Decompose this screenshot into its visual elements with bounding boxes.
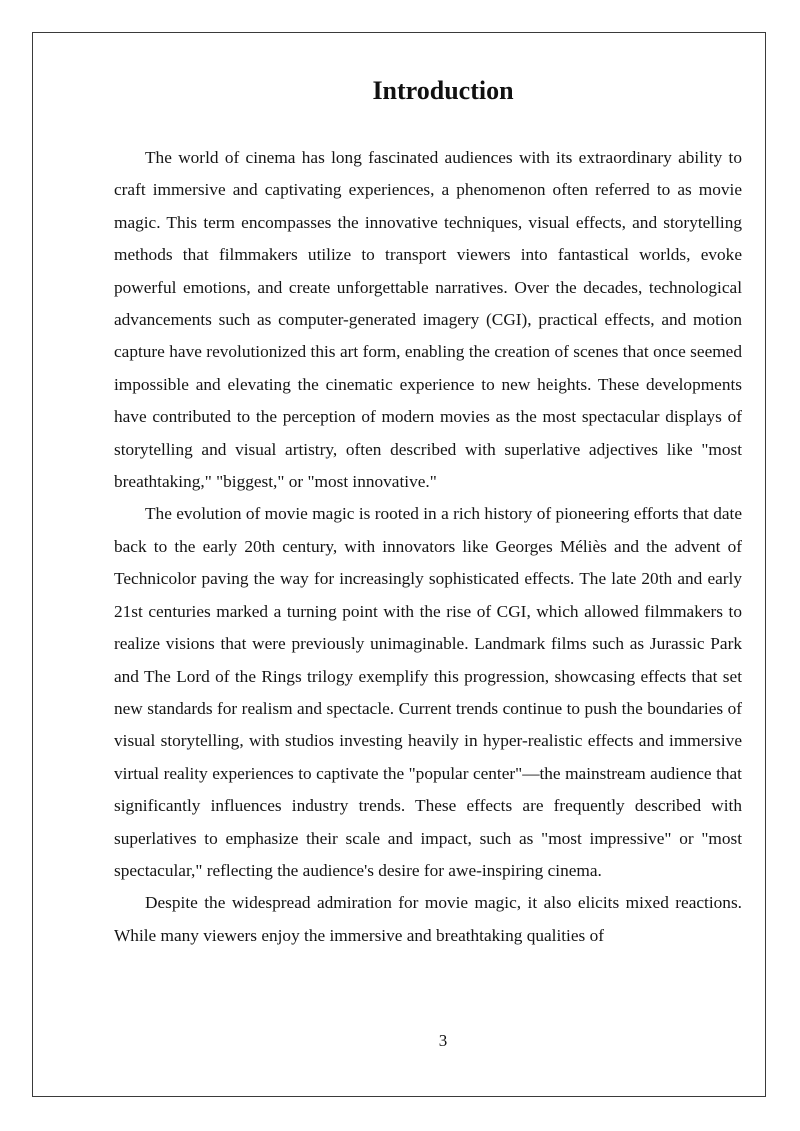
page-title: Introduction	[372, 76, 514, 105]
paragraph: The evolution of movie magic is rooted in a rich history of pioneering efforts that date back to the early 20th century, with innovators like Georges Méliès and the advent of Technicolor paving the way for increasingly sophisticated effects. The late 20th and early 21st centuries marked a turning point with the rise of CGI, which allowed filmmakers to realize visions that were previously unimaginable. Landmark films such as Jurassic Park and The Lord of the Rings trilogy exemplify this progression, showcasing effects that set new standards for realism and spectacle. Current trends continue to push the boundaries of visual storytelling, with studios investing heavily in hyper-realistic effects and immersive virtual reality experiences to captivate the "popular center"—the mainstream audience that significantly influences industry trends. These effects are frequently described with superlatives to emphasize their scale and impact, such as "most impressive" or "most spectacular," reflecting the audience's desire for awe-inspiring cinema.	[114, 504, 742, 880]
page-number: 3	[438, 1031, 448, 1050]
body-text	[114, 142, 742, 952]
paragraph: Despite the widespread admiration for movie magic, it also elicits mixed reactions. While many viewers enjoy the immersive and breathtaking qualities of	[114, 893, 742, 945]
paragraph: The world of cinema has long fascinated audiences with its extraordinary ability to craft immersive and captivating experiences, a phenomenon often referred to as movie magic. This term encompasses the innovative techniques, visual effects, and storytelling methods that filmmakers utilize to transport viewers into fantastical worlds, evoke powerful emotions, and create unforgettable narratives. Over the decades, technological advancements such as computer-generated imagery (CGI), practical effects, and motion capture have revolutionized this art form, enabling the creation of scenes that once seemed impossible and elevating the cinematic experience to new heights. These developments have contributed to the perception of modern movies as the most spectacular displays of storytelling and visual artistry, often described with superlative adjectives like "most breathtaking," "biggest," or "most innovative."	[114, 148, 742, 492]
